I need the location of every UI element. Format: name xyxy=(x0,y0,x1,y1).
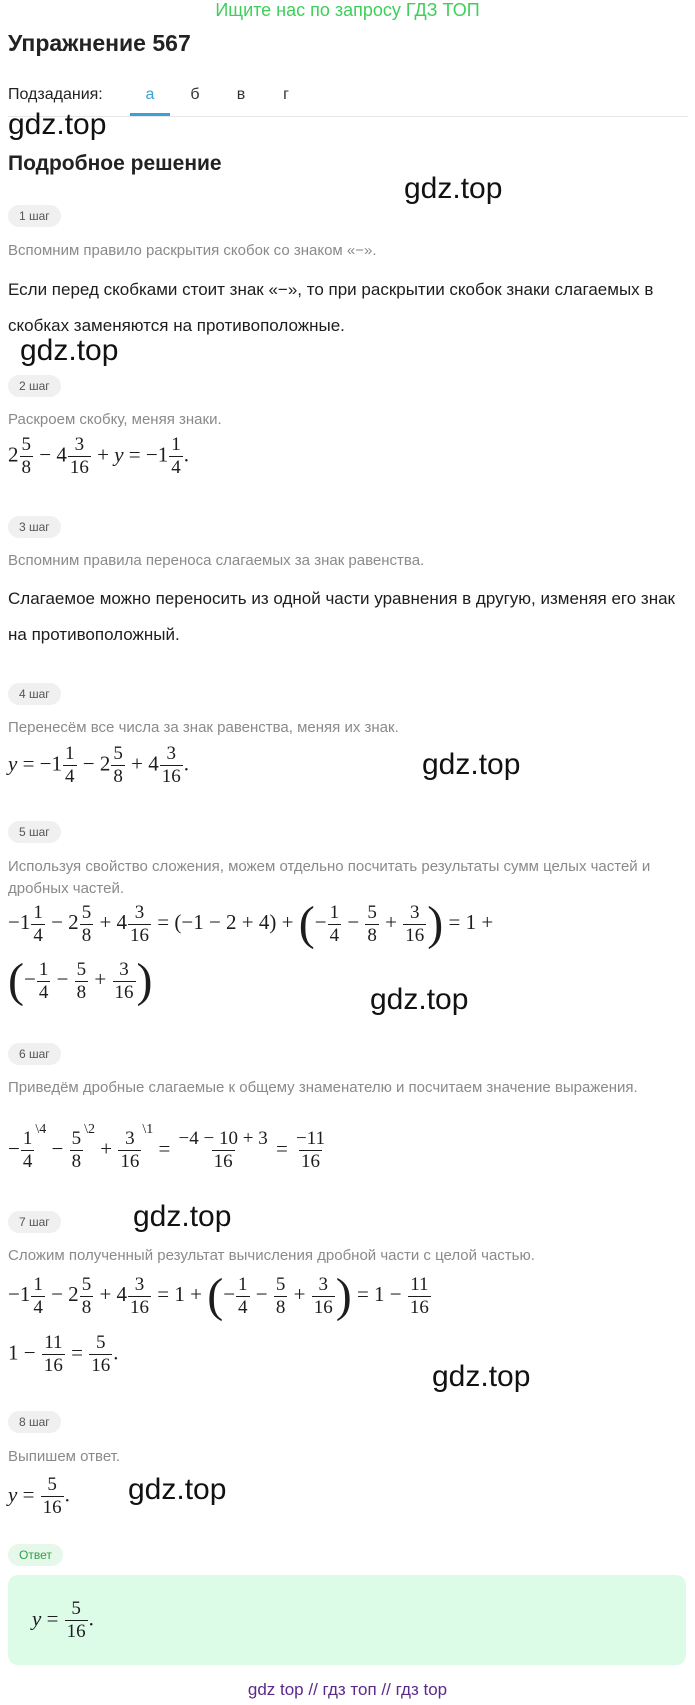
equation: −1 $\frac{1}{4}$ − 2 $\frac{5}{8}$ + 4 $\frac{3}{16}$ = (−1 − 2 + 4) + (− $\frac{1}{4}$ − $\frac{5}{8}$ + $\frac{3}{16}$ ) = 1 + xyxy=(8,897,494,950)
subtasks-bar xyxy=(8,82,688,117)
equation: (− $\frac{1}{4}$ − $\frac{5}{8}$ + $\frac{3}{16}$ ) xyxy=(8,954,153,1007)
answer-badge: Ответ xyxy=(8,1544,63,1566)
step-badge: 7 шаг xyxy=(8,1211,61,1233)
top-banner[interactable]: Ищите нас по запросу ГДЗ ТОП xyxy=(215,0,480,20)
step-badge: 1 шаг xyxy=(8,205,61,227)
watermark: gdz.top xyxy=(432,1360,531,1393)
footer-links xyxy=(0,1680,695,1700)
watermark: gdz.top xyxy=(20,334,119,367)
equation: 2 $\frac{5}{8}$ − 4 $\frac{3}{16}$ + y = −1 $\frac{1}{4}$ . xyxy=(8,434,189,478)
watermark: gdz.top xyxy=(370,983,469,1016)
footer-separator: // xyxy=(308,1680,318,1699)
page-title: Упражнение 567 xyxy=(8,30,191,56)
tab-b[interactable]: б xyxy=(190,86,200,103)
step-rule: Если перед скобками стоит знак «−», то при раскрытии скобок знаки слагаемых в скобках заменяются на противоположные. xyxy=(8,280,654,335)
answer-box xyxy=(8,1575,686,1665)
step-rule: Слагаемое можно переносить из одной части уравнения в другую, изменяя его знак на противоположный. xyxy=(8,589,675,644)
step-hint: Приведём дробные слагаемые к общему знаменателю и посчитаем значение выражения. xyxy=(8,1079,638,1096)
step-hint: Сложим полученный результат вычисления дробной части с целой частью. xyxy=(8,1247,535,1264)
equation: −1 $\frac{1}{4}$ − 2 $\frac{5}{8}$ + 4 $\frac{3}{16}$ = 1 + (− $\frac{1}{4}$ − $\frac{5}{8}$ + $\frac{3}{16}$ ) = 1 − $\frac{11}{16}$ xyxy=(8,1269,429,1322)
step-badge: 2 шаг xyxy=(8,375,61,397)
watermark: gdz.top xyxy=(422,748,521,781)
footer-link[interactable]: gdz top xyxy=(247,1680,304,1699)
subtasks-label: Подзадания: xyxy=(8,86,103,103)
tab-a[interactable]: а xyxy=(145,86,155,103)
equation: y = −1 $\frac{1}{4}$ − 2 $\frac{5}{8}$ + 4 $\frac{3}{16}$ . xyxy=(8,743,189,787)
step-hint: Раскроем скобку, меняя знаки. xyxy=(8,411,222,428)
step-badge: 3 шаг xyxy=(8,516,61,538)
equation: y = $\frac{5}{16}$ . xyxy=(8,1474,70,1518)
tab-g[interactable]: г xyxy=(283,86,289,103)
watermark: gdz.top xyxy=(133,1200,232,1233)
step-badge: 4 шаг xyxy=(8,683,61,705)
footer-separator: // xyxy=(381,1680,391,1699)
footer-link[interactable]: гдз топ xyxy=(322,1680,377,1699)
tab-v[interactable]: в xyxy=(236,86,246,103)
active-tab-indicator xyxy=(130,113,170,116)
watermark: gdz.top xyxy=(404,172,503,205)
step-hint: Вспомним правило раскрытия скобок со знаком «−». xyxy=(8,242,377,259)
section-title: Подробное решение xyxy=(8,152,222,175)
step-badge: 5 шаг xyxy=(8,821,61,843)
equation: − $\frac{1}{4}$ $^{\backslash 4}$ − $\frac{5}{8}$ $^{\backslash 2}$ + $\frac{3}{16}$ $^{\backslash 1}$ = $\frac{-4 - 10 + 3}{16}$ = $\frac{-11}{16}$ xyxy=(8,1122,326,1172)
watermark: gdz.top xyxy=(128,1473,227,1506)
step-hint: Перенесём все числа за знак равенства, меняя их знак. xyxy=(8,719,399,736)
footer-link[interactable]: гдз top xyxy=(395,1680,448,1699)
step-hint: Выпишем ответ. xyxy=(8,1448,121,1465)
step-hint: Вспомним правила переноса слагаемых за знак равенства. xyxy=(8,552,425,569)
answer-equation: y = $\frac{5}{16}$ . xyxy=(32,1598,94,1642)
step-badge: 8 шаг xyxy=(8,1411,61,1433)
watermark: gdz.top xyxy=(8,108,107,141)
equation: 1 − $\frac{11}{16}$ = $\frac{5}{16}$ . xyxy=(8,1332,119,1376)
step-badge: 6 шаг xyxy=(8,1043,61,1065)
step-hint: Используя свойство сложения, можем отдельно посчитать результаты сумм целых частей и дробных частей. xyxy=(8,858,651,897)
